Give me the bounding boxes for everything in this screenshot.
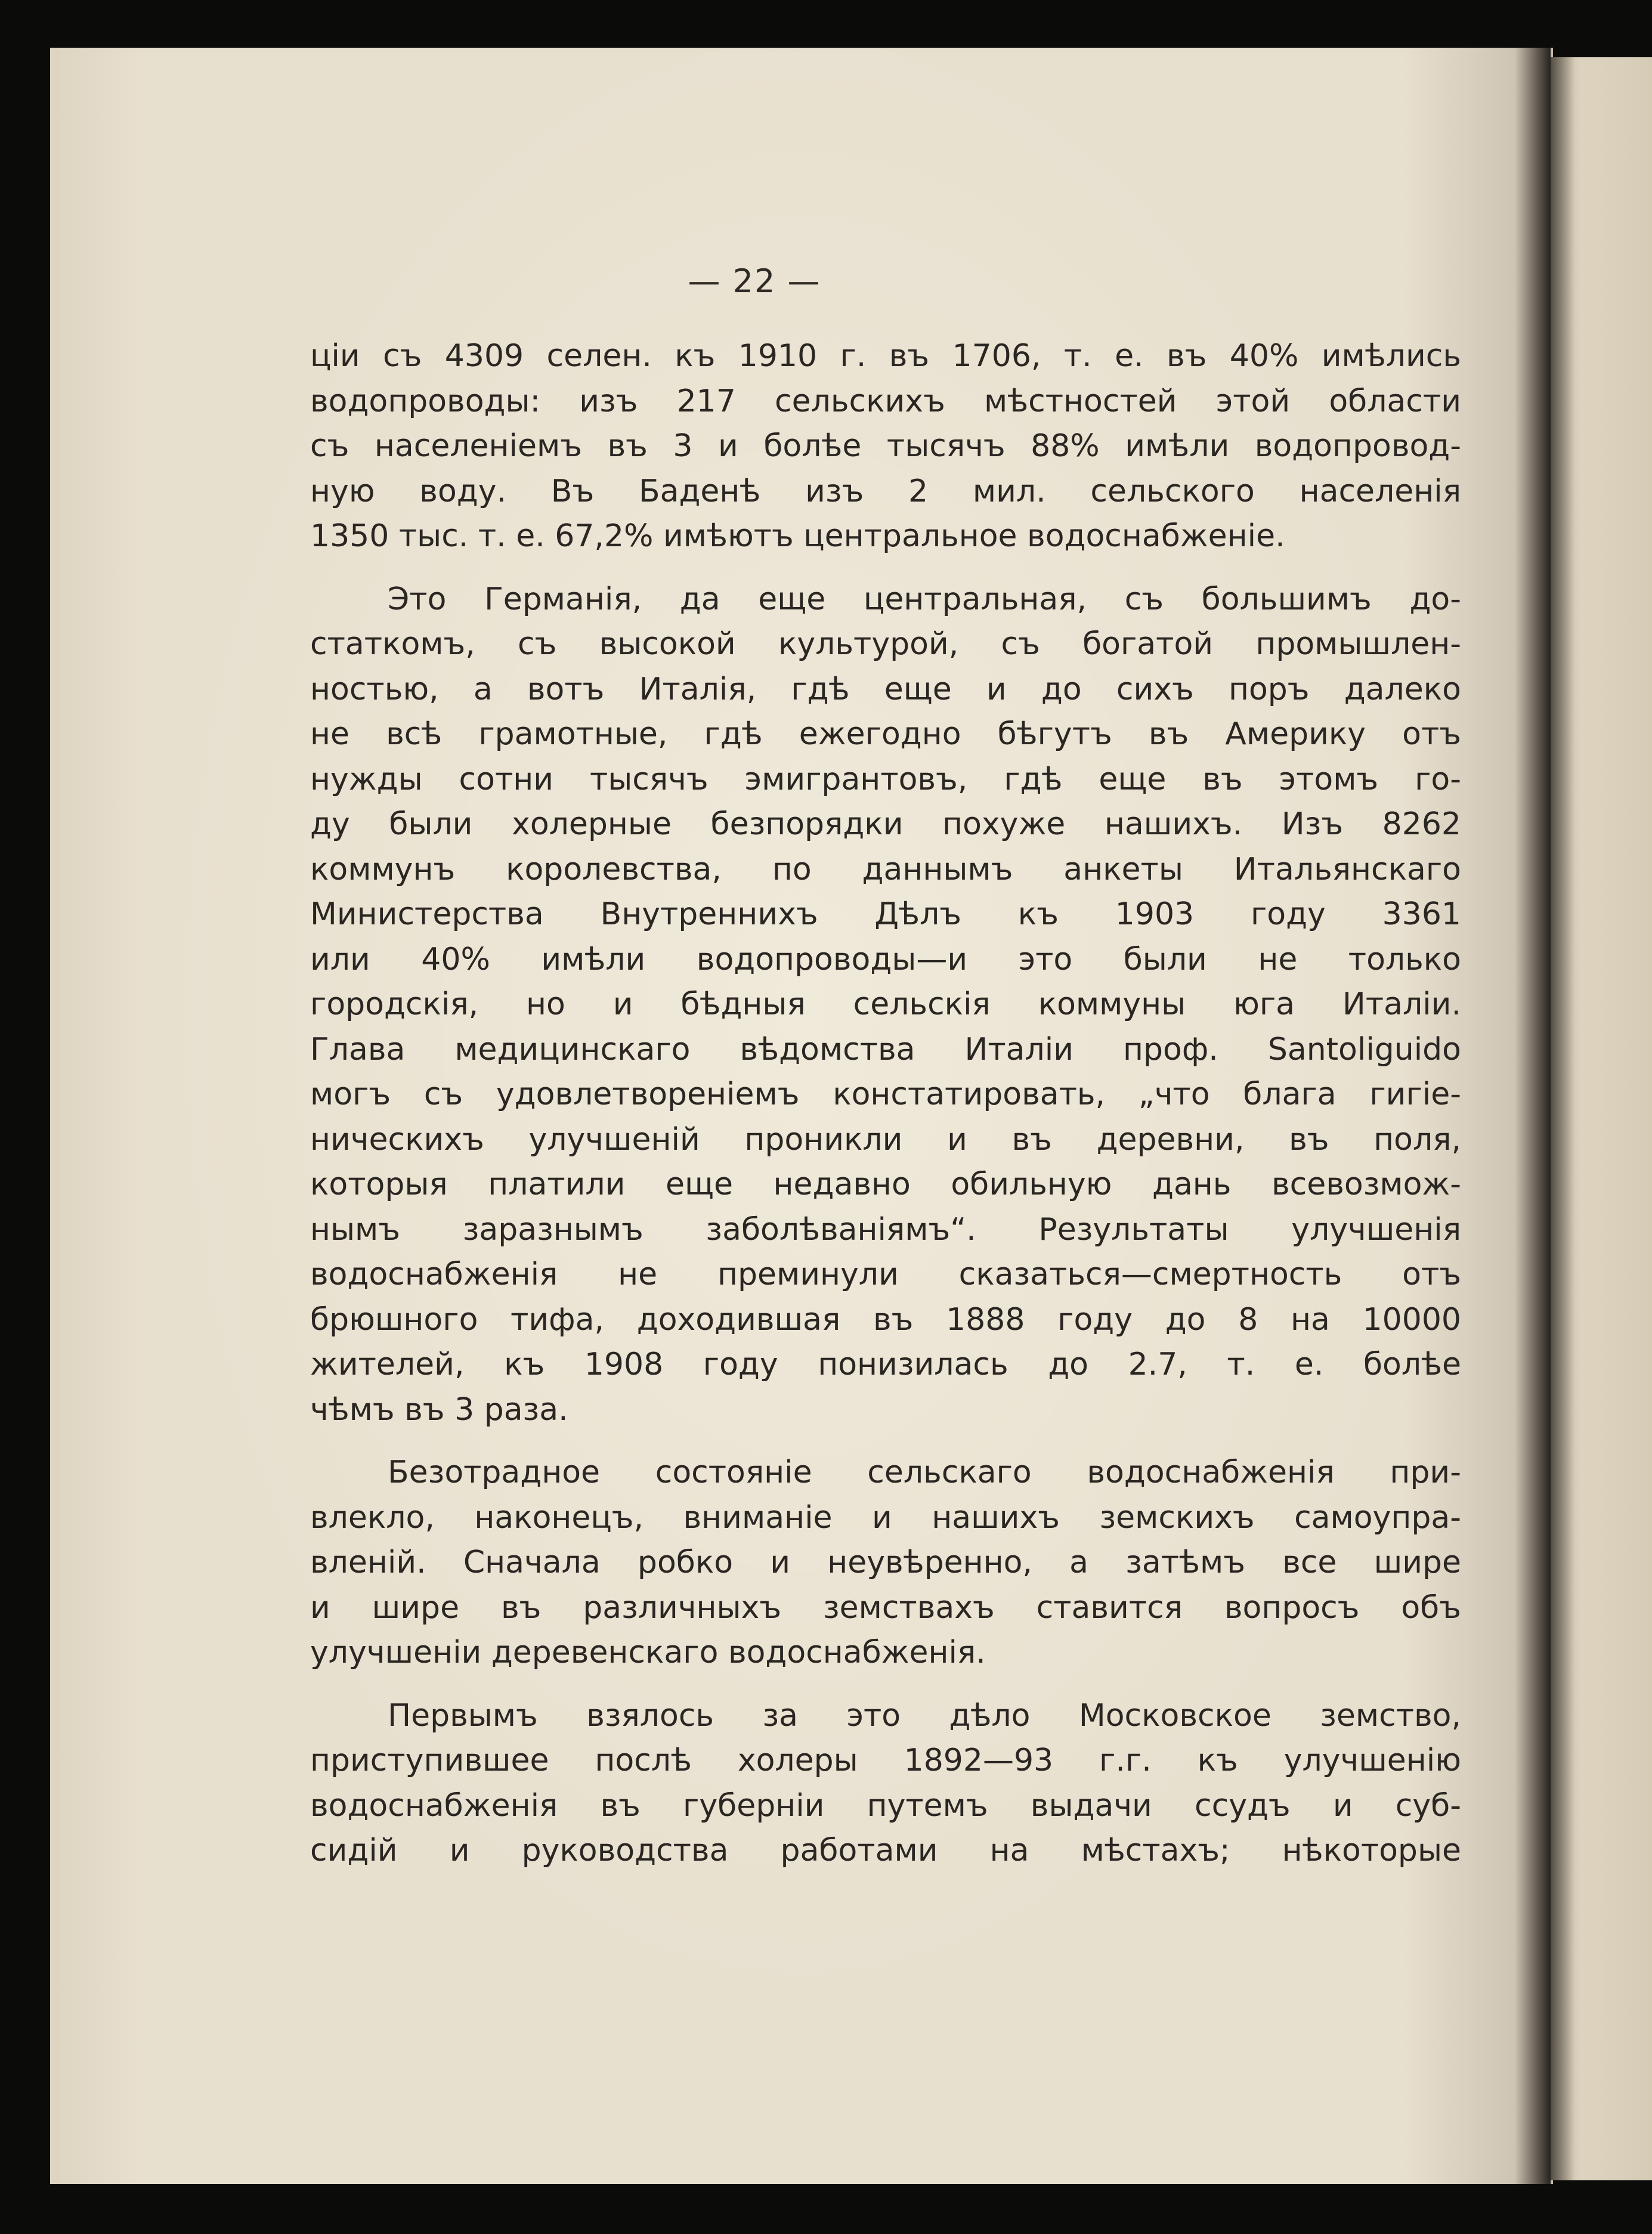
text-line: чѣмъ въ 3 раза.: [310, 1391, 568, 1428]
text-line: ціи съ 4309 селен. къ 1910 г. въ 1706, т. е. въ 40% имѣлись: [310, 338, 1461, 374]
text-line: Безотрадное состояніе сельскаго водоснабженія при-: [388, 1455, 1461, 1490]
text-line: вленій. Сначала робко и неувѣренно, а затѣмъ все шире: [310, 1545, 1461, 1580]
text-line: нымъ заразнымъ заболѣваніямъ“. Результаты улучшенія: [310, 1211, 1461, 1248]
next-page-shadow: [1551, 57, 1574, 2180]
text-line: приступившее послѣ холеры 1892—93 г.г. къ улучшенію: [310, 1743, 1461, 1778]
text-line: не всѣ грамотные, гдѣ ежегодно бѣгутъ въ Америку отъ: [310, 716, 1461, 752]
text-line: жителей, къ 1908 году понизилась до 2.7, т. е. болѣе: [310, 1347, 1461, 1382]
text-line: водопроводы: изъ 217 сельскихъ мѣстностей этой области: [310, 383, 1461, 419]
paragraph-2: [310, 577, 1461, 1433]
paragraph-4: [310, 1694, 1461, 1874]
text-line: брюшного тифа, доходившая въ 1888 году до 8 на 10000: [310, 1301, 1461, 1338]
text-line: ную воду. Въ Баденѣ изъ 2 мил. сельского населенія: [310, 473, 1461, 509]
text-line: улучшеніи деревенскаго водоснабженія.: [310, 1635, 986, 1670]
paragraph-3: [310, 1450, 1461, 1676]
text-line: 1350 тыс. т. е. 67,2% имѣютъ центральное водоснабженіе.: [310, 518, 1285, 554]
text-line: ностью, а вотъ Италія, гдѣ еще и до сихъ поръ далеко: [310, 671, 1461, 707]
text-line: могъ съ удовлетвореніемъ констатировать, „что блага гигіе-: [310, 1076, 1461, 1112]
text-line: водоснабженія не преминули сказаться—смертность отъ: [310, 1257, 1461, 1292]
text-line: Министерства Внутреннихъ Дѣлъ къ 1903 году 3361: [310, 896, 1461, 932]
text-line: ду были холерные безпорядки похуже нашихъ. Изъ 8262: [310, 806, 1461, 842]
page-gutter-shadow: [1515, 48, 1551, 2184]
text-line: или 40% имѣли водопроводы—и это были не только: [310, 941, 1461, 977]
text-line: Это Германія, да еще центральная, съ большимъ до-: [388, 581, 1461, 617]
text-line: Глава медицинскаго вѣдомства Италіи проф. Santoliguido: [310, 1031, 1461, 1068]
text-line: Первымъ взялось за это дѣло Московское земство,: [388, 1697, 1461, 1734]
body-text: [310, 334, 1461, 1874]
text-line: сидій и руководства работами на мѣстахъ; нѣкоторые: [310, 1833, 1461, 1868]
text-line: ническихъ улучшеній проникли и въ деревни, въ поля,: [310, 1121, 1461, 1158]
text-line: статкомъ, съ высокой культурой, съ богатой промышлен-: [310, 626, 1461, 662]
paragraph-1: [310, 334, 1461, 559]
text-line: нужды сотни тысячъ эмигрантовъ, гдѣ еще въ этомъ го-: [310, 761, 1461, 797]
text-line: и шире въ различныхъ земствахъ ставится вопросъ объ: [310, 1589, 1461, 1626]
text-line: коммунъ королевства, по даннымъ анкеты Итальянскаго: [310, 851, 1461, 887]
text-line: городскія, но и бѣдныя сельскія коммуны юга Италіи.: [310, 986, 1461, 1022]
text-line: съ населеніемъ въ 3 и болѣе тысячъ 88% имѣли водопровод-: [310, 428, 1461, 464]
text-line: водоснабженія въ губерніи путемъ выдачи ссудъ и суб-: [310, 1787, 1461, 1824]
page-number: — 22 —: [688, 262, 821, 300]
text-line: которыя платили еще недавно обильную дань всевозмож-: [310, 1166, 1461, 1202]
text-line: влекло, наконецъ, вниманіе и нашихъ земскихъ самоупра-: [310, 1499, 1461, 1536]
